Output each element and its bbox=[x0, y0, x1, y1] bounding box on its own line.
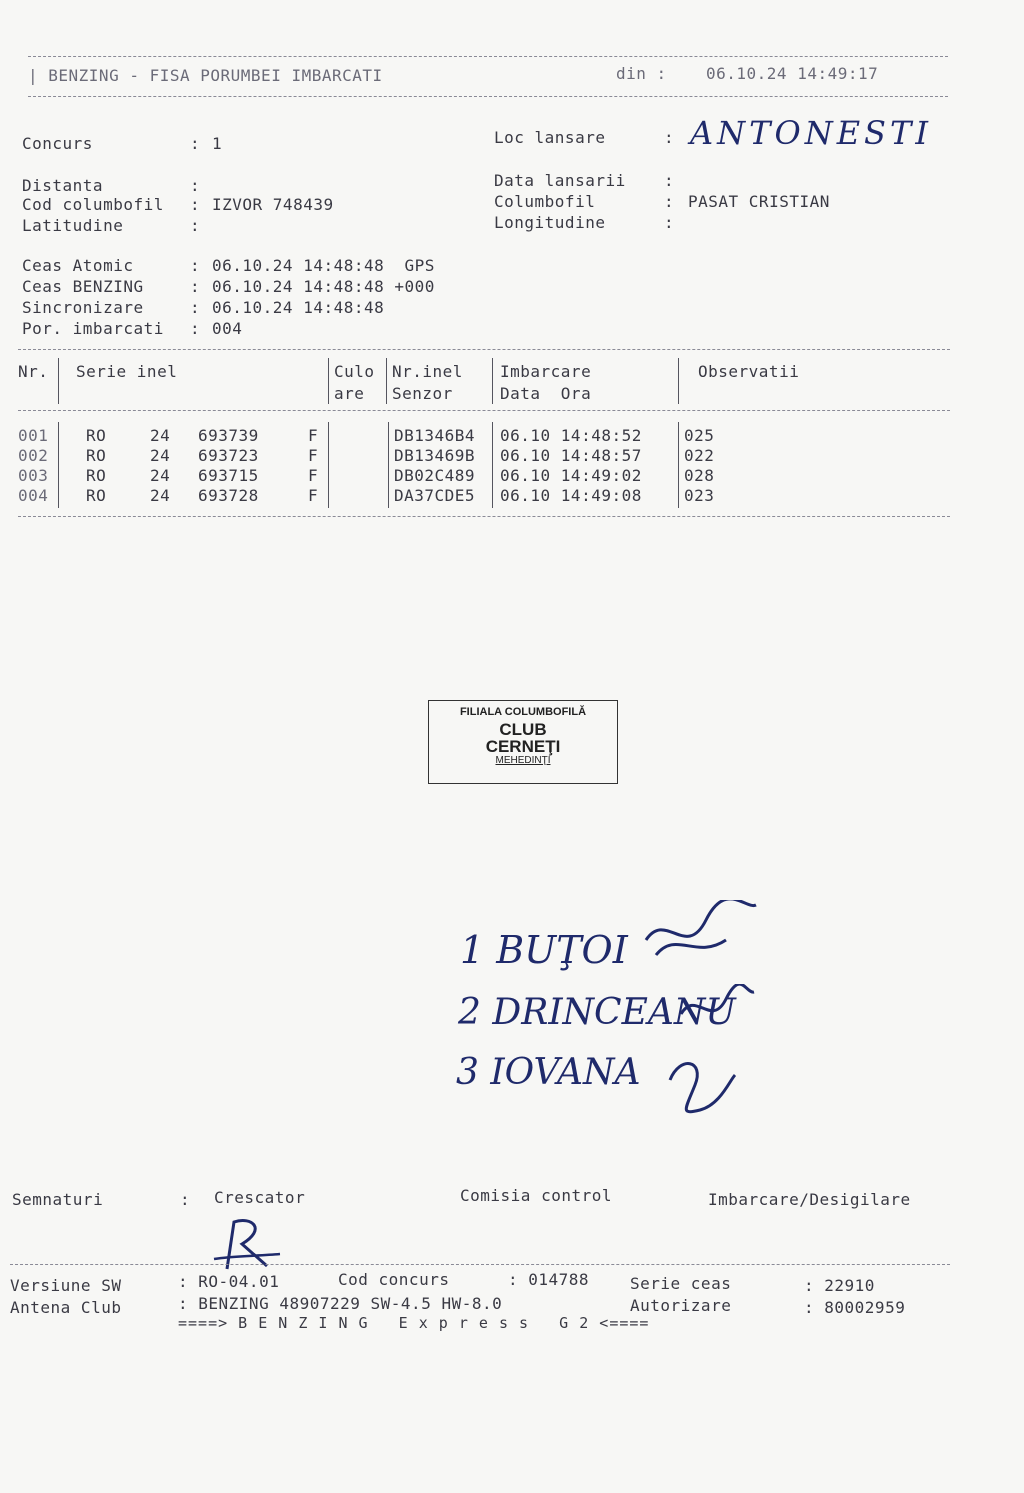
row-sex: F bbox=[308, 426, 319, 445]
row-tara: RO bbox=[86, 446, 107, 465]
stamp-line-3: CERNEŢI bbox=[485, 737, 561, 757]
signature-mark-2 bbox=[676, 984, 756, 1034]
row-an: 24 bbox=[150, 446, 171, 465]
row-observatii: 023 bbox=[684, 486, 715, 505]
antena-club-label: Antena Club bbox=[10, 1298, 122, 1317]
row-senzor: DB02C489 bbox=[394, 466, 476, 485]
row-nr: 002 bbox=[18, 446, 49, 465]
row-tara: RO bbox=[86, 466, 107, 485]
signature-mark-3 bbox=[660, 1050, 740, 1120]
row-nr: 001 bbox=[18, 426, 49, 445]
row-data-ora: 06.10 14:48:57 bbox=[500, 446, 642, 465]
ceas-benzing-value: 06.10.24 14:48:48 +000 bbox=[212, 277, 435, 296]
latitudine-label: Latitudine bbox=[22, 216, 124, 235]
brand-line: ====> B E N Z I N G E x p r e s s G 2 <==== bbox=[178, 1314, 650, 1332]
row-data-ora: 06.10 14:49:02 bbox=[500, 466, 642, 485]
header-observatii: Observatii bbox=[698, 362, 800, 381]
header-culoare-2: are bbox=[334, 384, 365, 403]
columbofil-label: Columbofil bbox=[494, 192, 596, 211]
porumbei-imbarcati-label: Por. imbarcati bbox=[22, 319, 164, 338]
columbofil-value: PASAT CRISTIAN bbox=[688, 192, 830, 211]
col-sep-5b bbox=[678, 422, 679, 508]
data-lansarii-label: Data lansarii bbox=[494, 171, 626, 190]
antena-club-value: : BENZING 48907229 SW-4.5 HW-8.0 bbox=[178, 1294, 503, 1313]
ceas-atomic-sep: : bbox=[190, 256, 201, 275]
row-tara: RO bbox=[86, 426, 107, 445]
handwritten-line-2: 2 DRINCEANU bbox=[458, 992, 736, 1033]
serie-ceas-label: Serie ceas bbox=[630, 1274, 732, 1293]
row-an: 24 bbox=[150, 486, 171, 505]
serie-ceas-value: : 22910 bbox=[804, 1276, 875, 1295]
row-numar: 693728 bbox=[198, 486, 259, 505]
row-observatii: 025 bbox=[684, 426, 715, 445]
footer-rule bbox=[10, 1264, 950, 1265]
longitudine-label: Longitudine bbox=[494, 213, 606, 232]
row-tara: RO bbox=[86, 486, 107, 505]
col-sep-3 bbox=[386, 358, 387, 404]
sincronizare-label: Sincronizare bbox=[22, 298, 144, 317]
crescator-label: Crescator bbox=[214, 1188, 306, 1207]
col-sep-5 bbox=[678, 358, 679, 404]
row-data-ora: 06.10 14:48:52 bbox=[500, 426, 642, 445]
row-an: 24 bbox=[150, 466, 171, 485]
concurs-label: Concurs bbox=[22, 134, 93, 153]
table-bottom-rule bbox=[18, 516, 950, 517]
col-sep-2 bbox=[328, 358, 329, 404]
row-nr: 004 bbox=[18, 486, 49, 505]
ceas-atomic-label: Ceas Atomic bbox=[22, 256, 134, 275]
cod-columbofil-value: IZVOR 748439 bbox=[212, 195, 334, 214]
row-an: 24 bbox=[150, 426, 171, 445]
row-observatii: 028 bbox=[684, 466, 715, 485]
stamp-line-2: CLUB bbox=[499, 719, 547, 739]
porumbei-imbarcati-value: 004 bbox=[212, 319, 243, 338]
concurs-value: 1 bbox=[212, 134, 223, 153]
col-sep-3b bbox=[388, 422, 389, 508]
signature-mark-1 bbox=[636, 900, 766, 970]
comisia-control-label: Comisia control bbox=[460, 1186, 612, 1205]
row-senzor: DB13469B bbox=[394, 446, 476, 465]
header-imbarcare-2: Data Ora bbox=[500, 384, 592, 403]
row-senzor: DB1346B4 bbox=[394, 426, 476, 445]
header-top-rule bbox=[28, 56, 948, 57]
loc-lansare-label: Loc lansare bbox=[494, 128, 606, 147]
stamp-line-1: FILIALA COLUMBOFILĂ bbox=[459, 706, 587, 718]
autorizare-label: Autorizare bbox=[630, 1296, 732, 1315]
row-data-ora: 06.10 14:49:08 bbox=[500, 486, 642, 505]
cod-columbofil-sep: : bbox=[190, 195, 201, 214]
loc-lansare-value: ANTONESTI bbox=[690, 114, 932, 152]
concurs-sep: : bbox=[190, 134, 201, 153]
row-numar: 693723 bbox=[198, 446, 259, 465]
distanta-sep: : bbox=[190, 176, 201, 195]
data-lansarii-sep: : bbox=[664, 171, 675, 190]
header-nr: Nr. bbox=[18, 362, 49, 381]
header-serie-inel: Serie inel bbox=[76, 362, 178, 381]
cod-columbofil-label: Cod columbofil bbox=[22, 195, 164, 214]
distanta-label: Distanta bbox=[22, 176, 104, 195]
row-observatii: 022 bbox=[684, 446, 715, 465]
table-top-rule bbox=[18, 349, 950, 350]
row-numar: 693739 bbox=[198, 426, 259, 445]
stamp-line-4: MEHEDINŢI bbox=[495, 755, 551, 767]
row-sex: F bbox=[308, 486, 319, 505]
document-title: | BENZING - FISA PORUMBEI IMBARCATI bbox=[28, 66, 383, 85]
header-bottom-rule bbox=[28, 96, 948, 97]
row-sex: F bbox=[308, 446, 319, 465]
row-senzor: DA37CDE5 bbox=[394, 486, 476, 505]
handwritten-line-1: 1 BUŢOI bbox=[460, 928, 628, 972]
col-sep-1 bbox=[58, 358, 59, 404]
col-sep-4b bbox=[492, 422, 493, 508]
longitudine-sep: : bbox=[664, 213, 675, 232]
porumbei-imbarcati-sep: : bbox=[190, 319, 201, 338]
table-header-rule bbox=[18, 410, 950, 411]
sincronizare-value: 06.10.24 14:48:48 bbox=[212, 298, 385, 317]
print-date-label: din : bbox=[616, 64, 667, 83]
semnaturi-label: Semnaturi bbox=[12, 1190, 104, 1209]
handwritten-line-3: 3 IOVANA bbox=[456, 1052, 641, 1093]
print-date-value: 06.10.24 14:49:17 bbox=[706, 64, 879, 83]
sincronizare-sep: : bbox=[190, 298, 201, 317]
row-sex: F bbox=[308, 466, 319, 485]
col-sep-1b bbox=[58, 422, 59, 508]
imbarcare-desigilare-label: Imbarcare/Desigilare bbox=[708, 1190, 911, 1209]
autorizare-value: : 80002959 bbox=[804, 1298, 906, 1317]
semnaturi-sep: : bbox=[180, 1190, 191, 1209]
header-imbarcare-1: Imbarcare bbox=[500, 362, 592, 381]
versiune-sw-value: : RO-04.01 bbox=[178, 1272, 280, 1291]
versiune-sw-label: Versiune SW bbox=[10, 1276, 122, 1295]
ceas-atomic-value: 06.10.24 14:48:48 GPS bbox=[212, 256, 435, 275]
header-culoare-1: Culo bbox=[334, 362, 375, 381]
row-nr: 003 bbox=[18, 466, 49, 485]
crescator-signature bbox=[212, 1214, 282, 1274]
col-sep-4 bbox=[492, 358, 493, 404]
loc-lansare-sep: : bbox=[664, 128, 675, 147]
cod-concurs-value: : 014788 bbox=[508, 1270, 590, 1289]
cod-concurs-label: Cod concurs bbox=[338, 1270, 450, 1289]
ceas-benzing-sep: : bbox=[190, 277, 201, 296]
row-numar: 693715 bbox=[198, 466, 259, 485]
col-sep-2b bbox=[328, 422, 329, 508]
ceas-benzing-label: Ceas BENZING bbox=[22, 277, 144, 296]
header-senzor-2: Senzor bbox=[392, 384, 453, 403]
club-stamp bbox=[428, 700, 618, 784]
columbofil-sep: : bbox=[664, 192, 675, 211]
latitudine-sep: : bbox=[190, 216, 201, 235]
header-senzor-1: Nr.inel bbox=[392, 362, 463, 381]
